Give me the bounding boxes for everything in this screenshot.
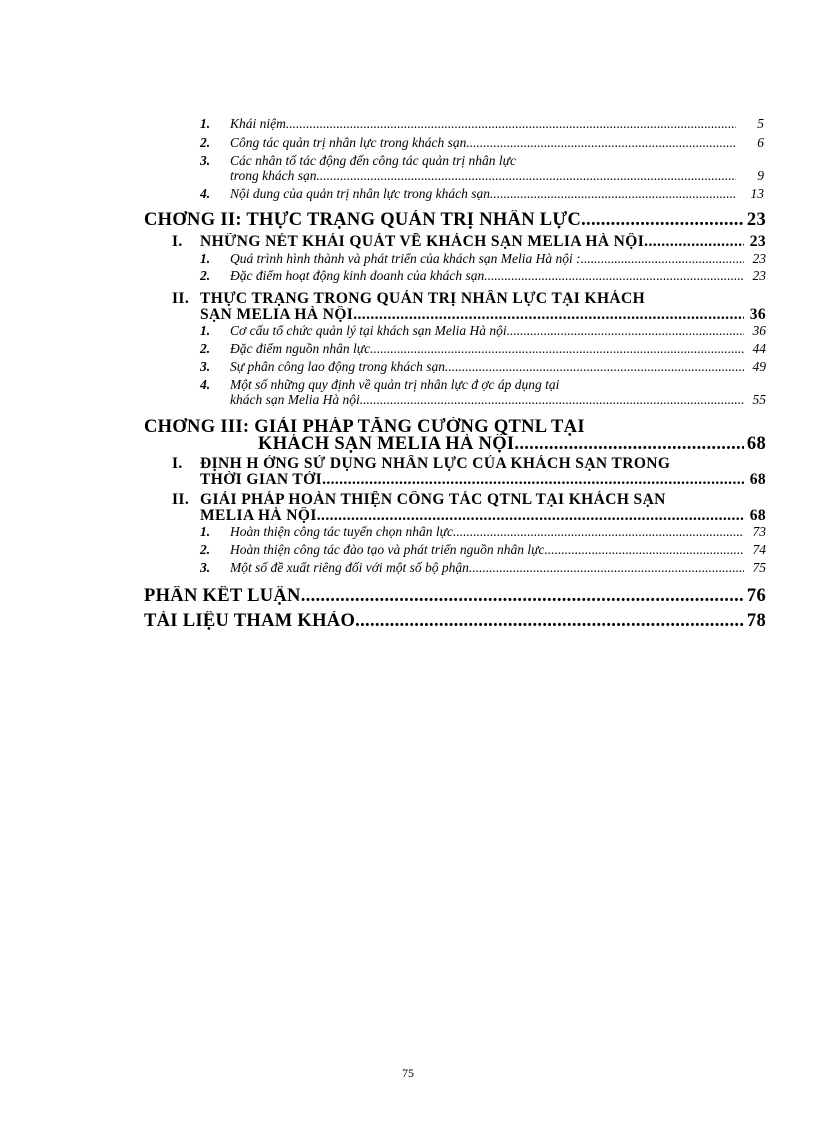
entry-number: 3. (200, 560, 211, 575)
toc-section-continued[interactable] (200, 507, 766, 525)
entry-title-line2: trong khách sạn (230, 168, 317, 183)
entry-page: 13 (750, 186, 764, 201)
entry-title: Một số những quy định về quản trị nhân lực đ ợc áp dụng tại (230, 377, 560, 392)
toc-section-continued[interactable] (200, 471, 766, 489)
entry-page: 73 (752, 524, 766, 539)
page-number: 75 (402, 1066, 414, 1080)
dot-leader (370, 341, 744, 357)
dot-leader (363, 392, 744, 408)
section-title: THỰC TRẠNG TRONG QUẢN TRỊ NHÂN LỰC TẠI KHÁCH (200, 290, 646, 307)
entry-number: 4. (200, 186, 211, 201)
entry-number: 3. (200, 153, 211, 168)
toc-section-continued[interactable] (200, 306, 766, 324)
entry-number: 1. (200, 524, 211, 539)
toc-chapter[interactable] (144, 210, 766, 231)
toc-entry-continued[interactable] (230, 168, 764, 184)
dot-leader (581, 210, 744, 231)
entry-title: Hoàn thiện công tác đào tạo và phát triển nguồn nhân lực (230, 542, 545, 557)
dot-leader (581, 251, 744, 267)
dot-leader (544, 542, 744, 558)
entry-title: Quá trình hình thành và phát triển của khách sạn Melia Hà nội : (230, 251, 581, 266)
entry-title: Công tác quản trị nhân lực trong khách sạn. (230, 135, 470, 150)
section-number: I. (172, 455, 183, 472)
toc-entry[interactable] (200, 153, 764, 169)
section-number: II. (172, 290, 190, 307)
dot-leader (644, 233, 744, 251)
dot-leader (507, 323, 744, 339)
entry-page: 5 (757, 116, 764, 131)
entry-page: 49 (752, 359, 766, 374)
dot-leader (301, 586, 744, 607)
entry-number: 3. (200, 359, 211, 374)
entry-page: 36 (752, 323, 766, 338)
toc-chapter-continued[interactable] (258, 434, 766, 455)
references-page: 78 (746, 611, 766, 631)
entry-number: 2. (200, 542, 211, 557)
entry-page: 44 (752, 341, 766, 356)
entry-number: 2. (200, 341, 211, 356)
section-number: I. (172, 233, 183, 250)
dot-leader (355, 611, 744, 632)
toc-entry[interactable] (200, 268, 766, 284)
entry-page: 75 (752, 560, 766, 575)
toc-entry[interactable] (200, 560, 766, 576)
entry-title: Một số đề xuất riêng đối với một số bộ phận (230, 560, 469, 575)
dot-leader (353, 306, 744, 324)
section-number: II. (172, 491, 190, 508)
section-page: 68 (749, 471, 766, 488)
entry-number: 1. (200, 251, 211, 266)
dot-leader (286, 116, 736, 132)
entry-title: Đặc điểm hoạt động kinh doanh của khách sạn (230, 268, 485, 283)
section-title-line2: MELIA HÀ NỘI (200, 507, 317, 524)
conclusion-title: PHẦN KẾT LUẬN (144, 586, 301, 606)
entry-title-line2: khách sạn Melia Hà nội. (230, 392, 364, 407)
entry-page: 6 (757, 135, 764, 150)
toc-entry[interactable] (200, 359, 766, 375)
entry-title: Đặc điểm nguồn nhân lực (230, 341, 371, 356)
toc-entry[interactable] (200, 116, 764, 132)
toc-entry[interactable] (200, 135, 764, 151)
toc-entry[interactable] (200, 323, 766, 339)
entry-number: 1. (200, 116, 211, 131)
section-title: NHỮNG NÉT KHÁI QUÁT VỀ KHÁCH SẠN MELIA HÀ NỘI (200, 233, 645, 250)
entry-number: 2. (200, 268, 211, 283)
chapter-page: 23 (746, 210, 766, 230)
dot-leader (490, 186, 736, 202)
conclusion-page: 76 (746, 586, 766, 606)
dot-leader (322, 471, 744, 489)
section-title: ĐỊNH H ỚNG SỬ DỤNG NHÂN LỰC CỦA KHÁCH SẠN TRONG (200, 455, 671, 472)
dot-leader (484, 268, 744, 284)
dot-leader (514, 434, 744, 455)
section-title-line2: THỜI GIAN TỚI (200, 471, 323, 488)
references-title: TÀI LIỆU THAM KHẢO (144, 611, 356, 631)
dot-leader (317, 168, 737, 184)
dot-leader (469, 560, 744, 576)
toc-entry[interactable] (200, 186, 764, 202)
toc-section[interactable] (172, 233, 766, 251)
toc-conclusion[interactable] (144, 586, 766, 607)
dot-leader (317, 507, 744, 525)
entry-title: Sự phân công lao động trong khách sạn. (230, 359, 449, 374)
chapter-page: 68 (746, 434, 766, 454)
chapter-title: CHƠNG III: GIẢI PHÁP TĂNG CƯỜNG QTNL TẠI (144, 417, 585, 437)
dot-leader (453, 524, 744, 540)
entry-title: Cơ cấu tổ chức quản lý tại khách sạn Melia Hà nội (230, 323, 507, 338)
section-page: 36 (749, 306, 766, 323)
entry-page: 9 (757, 168, 764, 183)
entry-title: Các nhân tố tác động đến công tác quản trị nhân lực (230, 153, 516, 168)
section-title-line2: SẠN MELIA HÀ NỘI (200, 306, 354, 323)
entry-number: 2. (200, 135, 211, 150)
toc-entry[interactable] (200, 542, 766, 558)
toc-entry[interactable] (200, 377, 766, 393)
section-title: GIẢI PHÁP HOÀN THIỆN CÔNG TÁC QTNL TẠI KHÁCH SẠN (200, 491, 666, 508)
entry-number: 4. (200, 377, 211, 392)
toc-entry[interactable] (200, 341, 766, 357)
entry-page: 23 (752, 268, 766, 283)
entry-page: 55 (752, 392, 766, 407)
entry-title: Hoàn thiện công tác tuyển chọn nhân lực (230, 524, 453, 539)
entry-title: Nội dung của quản trị nhân lực trong khách sạn (230, 186, 490, 201)
entry-title: Khái niệm (230, 116, 286, 131)
toc-references[interactable] (144, 611, 766, 632)
toc-entry[interactable] (200, 251, 766, 267)
toc-entry[interactable] (200, 524, 766, 540)
entry-page: 74 (752, 542, 766, 557)
toc-entry-continued[interactable] (230, 392, 766, 408)
dot-leader (448, 359, 744, 375)
entry-page: 23 (752, 251, 766, 266)
section-page: 68 (749, 507, 766, 524)
chapter-title-line2: KHÁCH SẠN MELIA HÀ NỘI (258, 434, 515, 454)
chapter-title: CHƠNG II: THỰC TRẠNG QUẢN TRỊ NHÂN LỰC (144, 210, 582, 230)
section-page: 23 (749, 233, 766, 250)
dot-leader (470, 135, 736, 151)
entry-number: 1. (200, 323, 211, 338)
